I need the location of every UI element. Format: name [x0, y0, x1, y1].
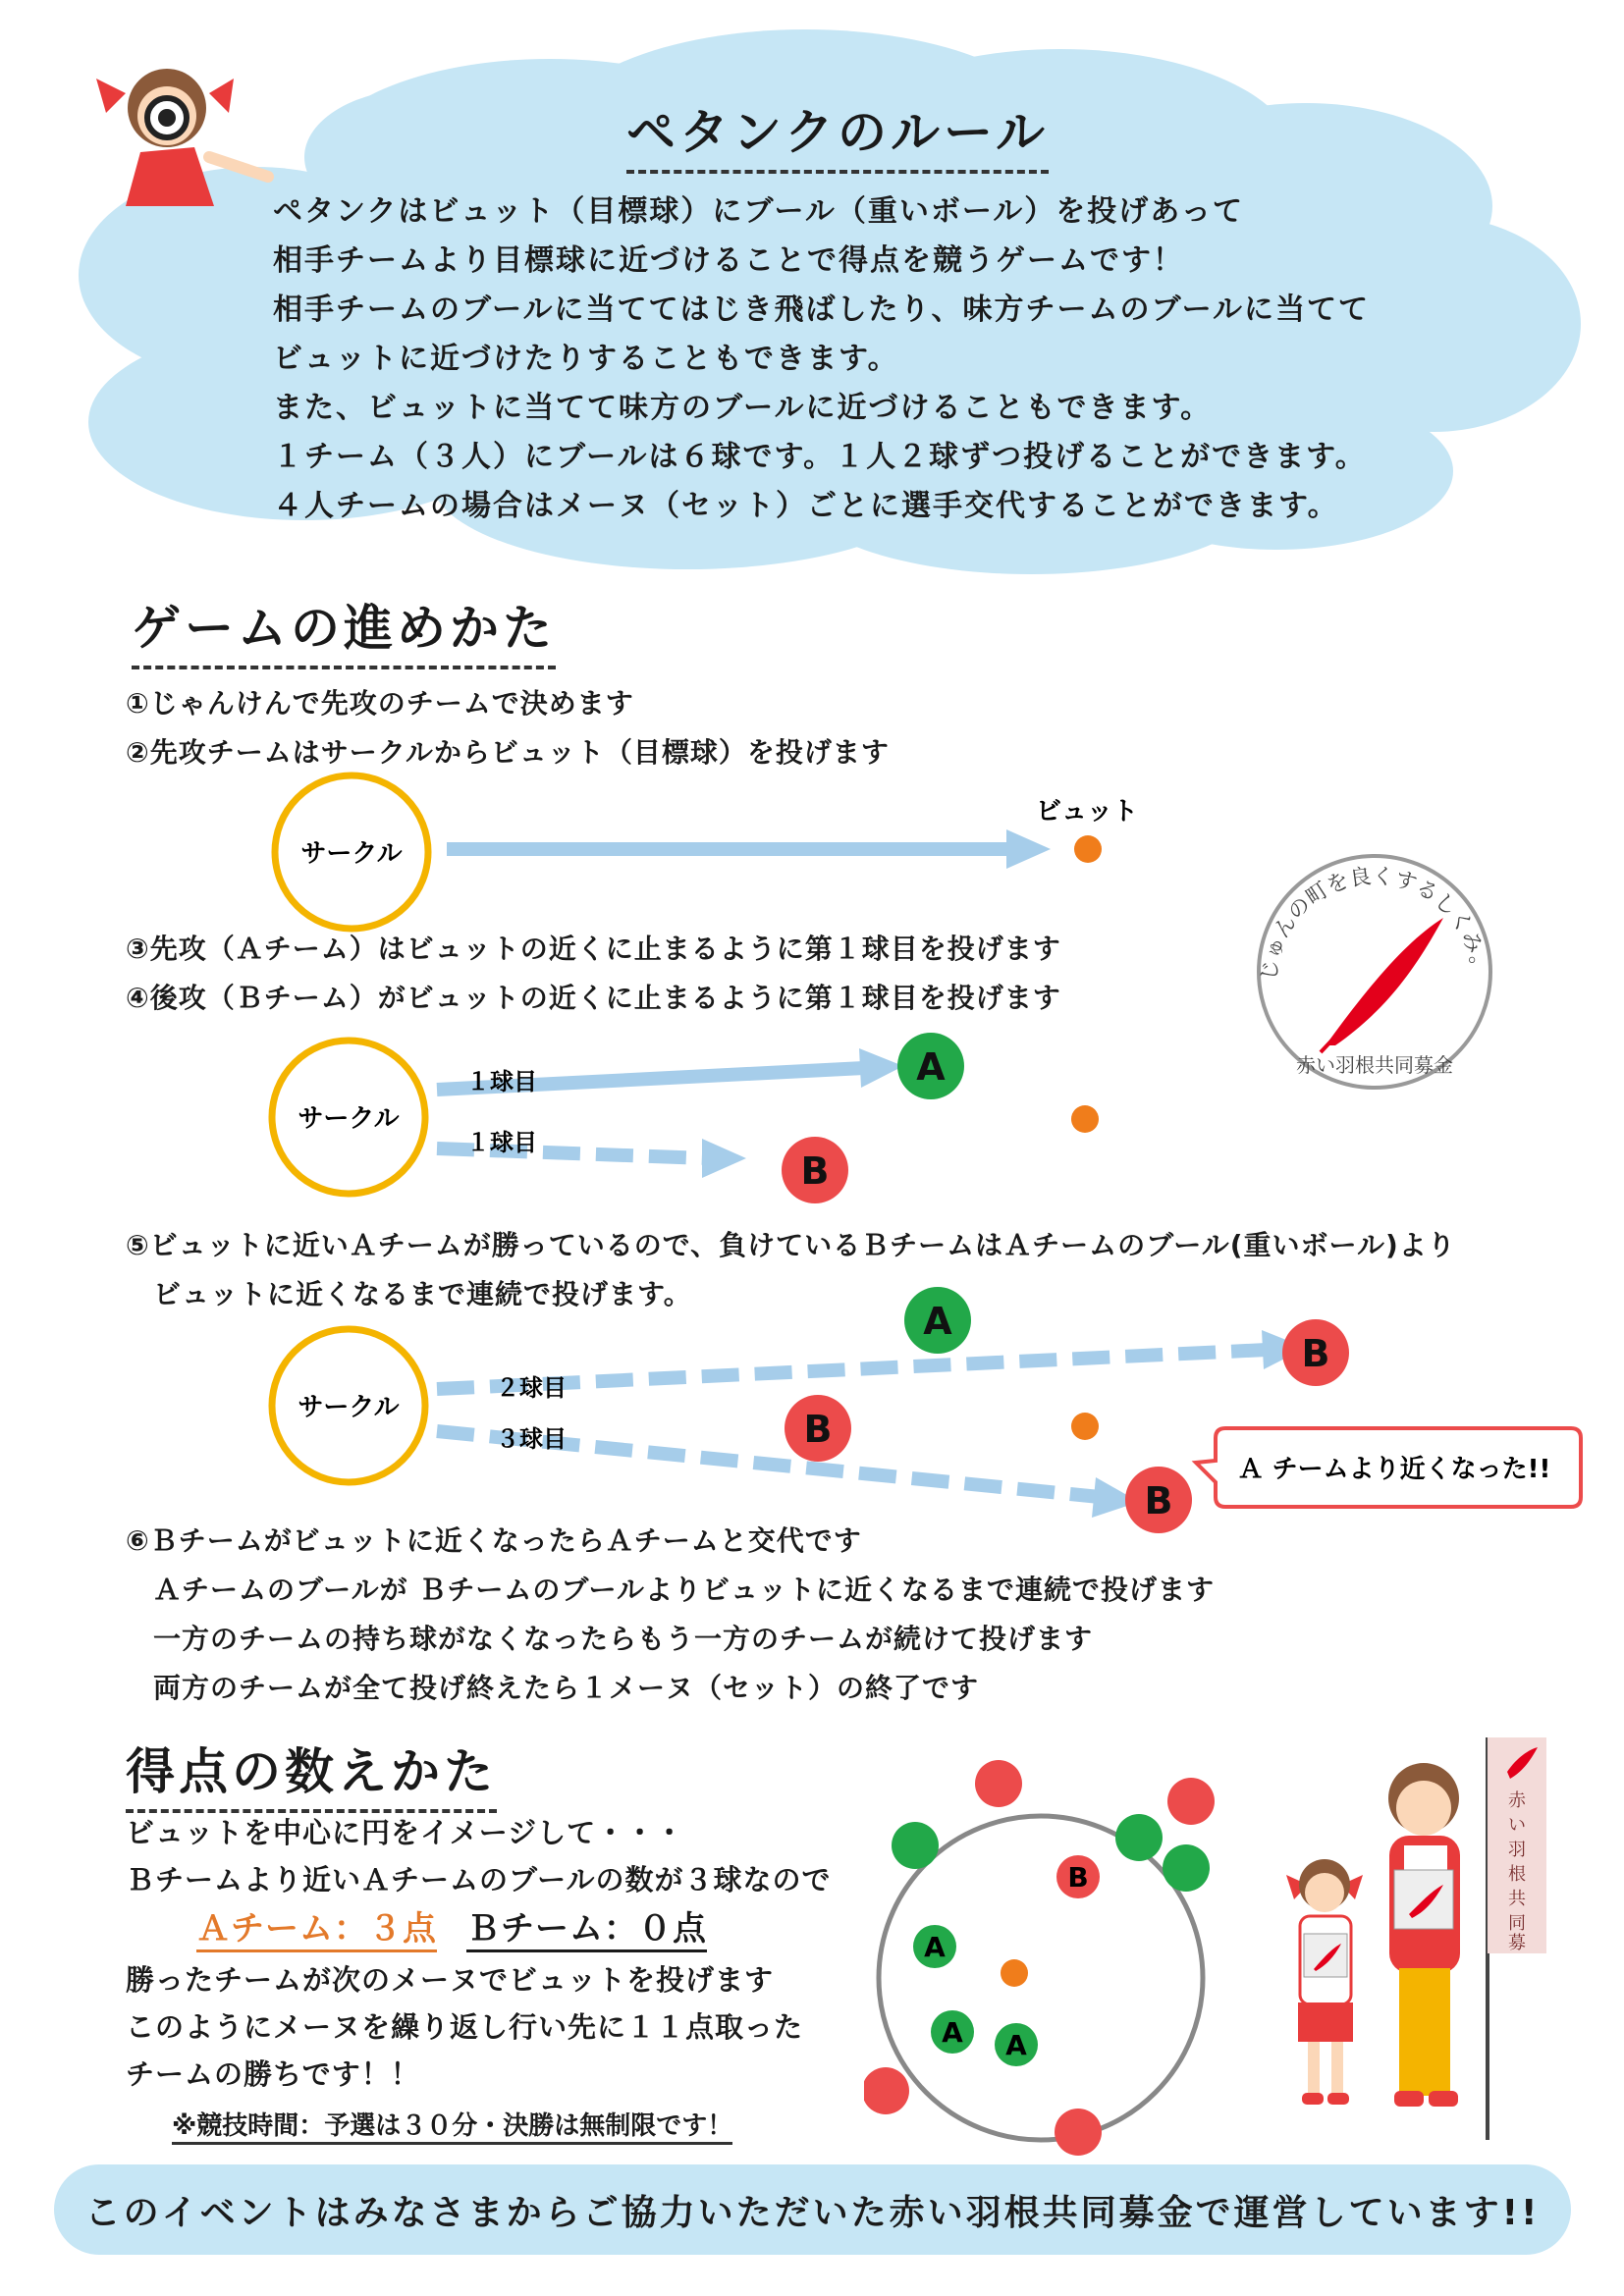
svg-text:赤: 赤	[1508, 1790, 1526, 1811]
step-6-line-2: Ａチームのブールが Ｂチームのブールよりビュットに近くなるまで連続で投げます	[153, 1574, 1215, 1606]
team-b-score: Ｂチーム：０点	[466, 1901, 707, 1952]
team-a-ball-label: A	[924, 1931, 946, 1963]
team-a-ball-label: A	[1005, 2029, 1027, 2061]
butt-ball	[1074, 835, 1102, 863]
intro-line-1: ペタンクはビュット（目標球）にブール（重いボール）を投げあって	[273, 194, 1244, 229]
intro-line-7: ４人チームの場合はメーヌ（セット）ごとに選手交代することができます。	[273, 489, 1339, 523]
team-b-ball-label: B	[800, 1149, 830, 1193]
time-note: ※競技時間：予選は３０分・決勝は無制限です！	[172, 2106, 732, 2145]
speech-bubble-text: Ａ チームより近くなった!!	[1237, 1455, 1551, 1484]
throw-arrowhead	[1006, 829, 1051, 869]
diagram-throw-butt	[255, 766, 1218, 942]
step-6-line-1: ⑥Ｂチームがビュットに近くなったらＡチームと交代です	[126, 1524, 862, 1557]
team-b-ball-far-label: B	[1301, 1332, 1330, 1375]
team-a-arrowhead	[859, 1048, 903, 1088]
svg-text:同: 同	[1508, 1913, 1526, 1934]
score-heading: 得点の数えかた	[126, 1733, 497, 1813]
step-6-line-3: 一方のチームの持ち球がなくなったらもう一方のチームが続けて投げます	[153, 1623, 1094, 1655]
red-ball	[864, 2067, 909, 2114]
green-ball	[1115, 1814, 1163, 1861]
step-5-line-1: ⑤ビュットに近いＡチームが勝っているので、負けているＢチームはＡチームのブール(重いボール)より	[126, 1229, 1456, 1261]
fundraising-family-illustration	[1276, 1737, 1571, 2140]
team-a-score: Ａチーム：３点	[196, 1901, 437, 1952]
intro-line-2: 相手チームより目標球に近づけることで得点を競うゲームです！	[273, 243, 1184, 278]
svg-text:根: 根	[1508, 1864, 1526, 1885]
score-line-2: Ｂチームより近いＡチームのブールの数が３球なので	[126, 1863, 832, 1896]
third-ball-label: ３球目	[496, 1425, 567, 1453]
step-2: ②先攻チームはサークルからビュット（目標球）を投げます	[126, 736, 890, 769]
team-a-ball-label: A	[923, 1300, 952, 1343]
first-ball-label-b: １球目	[466, 1129, 537, 1156]
red-feather-stamp	[1247, 844, 1502, 1099]
red-ball	[975, 1760, 1022, 1807]
intro-line-3: 相手チームのブールに当ててはじき飛ばしたり、味方チームのブールに当てて	[273, 293, 1370, 327]
banner-text	[1508, 1790, 1527, 1953]
green-ball	[1163, 1844, 1210, 1892]
intro-line-4: ビュットに近づけたりすることもできます。	[273, 342, 899, 376]
score-diagram	[864, 1747, 1227, 2169]
team-b-ball-near-label: B	[1144, 1479, 1173, 1522]
step-5-line-2: ビュットに近くなるまで連続で投げます。	[153, 1278, 692, 1310]
circle-label: サークル	[300, 839, 403, 869]
red-ball	[1167, 1778, 1215, 1825]
step-1: ①じゃんけんで先攻のチームで決めます	[126, 687, 634, 720]
stamp-bottom-text: 赤い羽根共同募金	[1296, 1053, 1453, 1077]
score-line-3: 勝ったチームが次のメーヌでビュットを投げます	[126, 1963, 775, 1997]
team-b-ball-first-label: B	[803, 1408, 833, 1451]
second-ball-label: ２球目	[496, 1374, 567, 1402]
game-heading: ゲームの進めかた	[132, 589, 556, 669]
intro-line-6: １チーム（３人）にブールは６球です。１人２球ずつ投げることができます。	[273, 440, 1367, 474]
svg-text:羽: 羽	[1508, 1840, 1526, 1860]
red-ball	[1055, 2109, 1102, 2156]
team-a-ball-label: A	[942, 2016, 963, 2049]
team-a-ball-label: A	[916, 1045, 946, 1089]
green-ball	[892, 1822, 939, 1869]
diagram-consecutive-throws	[255, 1286, 1591, 1541]
stamp-arc-text: じゅんの町を良くするしくみ。	[1257, 864, 1492, 983]
score-line-4: このようにメーヌを繰り返し行い先に１１点取った	[126, 2010, 804, 2044]
step-3: ③先攻（Ａチーム）はビュットの近くに止まるように第１球目を投げます	[126, 933, 1061, 965]
score-line-1: ビュットを中心に円をイメージして・・・	[126, 1816, 685, 1849]
butt-ball	[1071, 1413, 1099, 1440]
score-line-5: チームの勝ちです！！	[126, 2057, 420, 2091]
butt-ball	[1071, 1105, 1099, 1133]
girl-with-magnifier-illustration	[86, 59, 283, 216]
first-ball-label-a: １球目	[466, 1068, 537, 1095]
step-6-line-4: 両方のチームが全て投げ終えたら１メーヌ（セット）の終了です	[153, 1672, 980, 1704]
butt-label: ビュット	[1036, 797, 1139, 827]
footer-text: このイベントはみなさまからご協力いただいた赤い羽根共同募金で運営しています!!	[84, 2192, 1541, 2233]
team-b-ball-label: B	[1067, 1861, 1089, 1894]
footer-banner	[54, 2164, 1571, 2255]
svg-text:共: 共	[1508, 1889, 1526, 1909]
diagram-first-throws	[255, 1011, 1139, 1227]
intro-line-5: また、ビュットに当てて味方のブールに近づけることもできます。	[273, 391, 1213, 425]
team-b-arrowhead	[702, 1139, 746, 1178]
circle-label: サークル	[298, 1104, 400, 1134]
circle-label: サークル	[298, 1393, 400, 1422]
step-4: ④後攻（Ｂチーム）がビュットの近くに止まるように第１球目を投げます	[126, 982, 1061, 1014]
svg-text:募: 募	[1508, 1933, 1526, 1953]
butt-ball	[1001, 1959, 1028, 1987]
svg-text:い: い	[1508, 1815, 1526, 1836]
page-title: ペタンクのルール	[626, 93, 1049, 174]
